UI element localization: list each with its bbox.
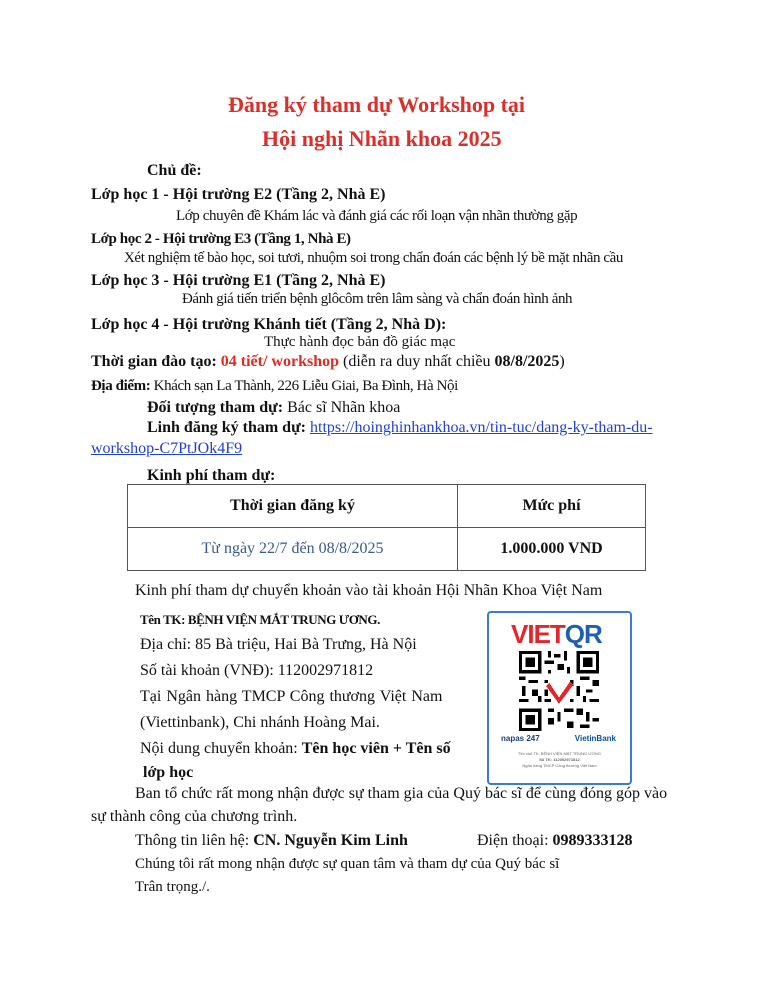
- class-1-heading: Lớp học 1 - Hội trường E2 (Tầng 2, Nhà E): [91, 186, 386, 203]
- contact: [135, 832, 408, 850]
- transfer-content-label: Nội dung chuyển khoản:: [140, 740, 302, 757]
- class-4-heading: Lớp học 4 - Hội trường Khánh tiết (Tầng 2, Nhà D):: [91, 316, 447, 333]
- class-2-heading: Lớp học 2 - Hội trường E3 (Tầng 1, Nhà E): [91, 231, 351, 247]
- closing-line-2: sự thành công của chương trình.: [91, 808, 298, 825]
- closing-line-1: Ban tổ chức rất mong nhận được sự tham gia của Quý bác sĩ để cùng đóng góp vào: [135, 785, 668, 802]
- vietqr-logo: VIETQR: [511, 619, 602, 649]
- fee-header-amount: Mức phí: [458, 485, 646, 528]
- transfer-content-value-cont: lớp học: [143, 764, 194, 781]
- class-1-desc: Lớp chuyên đề Khám lác và đánh giá các rối loạn vận nhãn thường gặp: [176, 208, 578, 224]
- vietinbank-logo: VietinBank: [574, 734, 616, 743]
- fee-label: Kinh phí tham dự:: [147, 467, 276, 484]
- training-note-post: ): [559, 353, 565, 370]
- thanks-text: Chúng tôi rất mong nhận được sự quan tâm và tham dự của Quý bác sĩ: [135, 856, 560, 872]
- location-label: Địa điểm:: [91, 378, 151, 394]
- training-time: [91, 353, 565, 371]
- qr-caption-3: Ngân hàng TMCP Công thương Việt Nam: [522, 763, 597, 768]
- transfer-content: [140, 740, 451, 758]
- bank-line-1: Tại Ngân hàng TMCP Công thương Việt Nam: [140, 688, 443, 705]
- regards-text: Trân trọng./.: [135, 879, 210, 895]
- account-address: Địa chỉ: 85 Bà triệu, Hai Bà Trưng, Hà Nội: [140, 636, 417, 653]
- vietqr-card: [487, 611, 632, 785]
- training-label: Thời gian đào tạo:: [91, 353, 221, 370]
- fee-header-period: Thời gian đăng ký: [128, 485, 458, 528]
- contact-label: Thông tin liên hệ:: [135, 832, 254, 849]
- location: [91, 378, 458, 395]
- class-2-desc: Xét nghiệm tế bào học, soi tươi, nhuộm soi trong chẩn đoán các bệnh lý bề mặt nhãn cầu: [124, 250, 624, 266]
- contact-name: CN. Nguyễn Kim Linh: [253, 832, 408, 849]
- registration-link-cont[interactable]: workshop-C7PtJOk4F9: [91, 440, 243, 457]
- training-note-pre: (diễn ra duy nhất chiều: [339, 353, 495, 370]
- qr-code-icon: [519, 651, 599, 731]
- audience-value: Bác sĩ Nhãn khoa: [283, 399, 401, 416]
- topic-label: Chủ đề:: [147, 162, 202, 179]
- title-line-1: Đăng ký tham dự Workshop tại: [228, 92, 526, 117]
- qr-caption-2: Số TK: 112002971812: [539, 757, 580, 762]
- account-number: Số tài khoản (VNĐ): 112002971812: [140, 662, 374, 679]
- bank-line-2: (Viettinbank), Chi nhánh Hoàng Mai.: [140, 714, 380, 731]
- transfer-content-value: Tên học viên + Tên số: [301, 740, 451, 757]
- account-name: Tên TK: BỆNH VIỆN MẮT TRUNG ƯƠNG.: [140, 612, 380, 627]
- qr-footer: [497, 734, 622, 748]
- napas-logo: napas 247: [501, 734, 540, 743]
- class-3-desc: Đánh giá tiến triển bệnh glôcôm trên lâm sàng và chẩn đoán hình ảnh: [182, 291, 573, 307]
- qr-caption-1: Tên chủ TK: BỆNH VIỆN MẮT TRUNG ƯƠNG: [517, 751, 602, 756]
- class-4-desc: Thực hành đọc bản đồ giác mạc: [264, 334, 456, 350]
- title-line-2: Hội nghị Nhãn khoa 2025: [262, 126, 502, 151]
- fee-table-header: [128, 485, 646, 528]
- location-value: Khách sạn La Thành, 226 Liễu Giai, Ba Đình, Hà Nội: [150, 378, 458, 394]
- registration: [147, 419, 653, 437]
- phone-label: Điện thoại:: [477, 832, 553, 849]
- training-date: 08/8/2025: [494, 353, 560, 370]
- fee-period: Từ ngày 22/7 đến 08/8/2025: [128, 528, 458, 571]
- audience: [147, 399, 400, 417]
- table-row: [128, 528, 646, 571]
- phone-number: 0989333128: [552, 832, 633, 849]
- contact-phone: [477, 832, 633, 850]
- audience-label: Đối tượng tham dự:: [147, 399, 284, 416]
- fee-amount: 1.000.000 VND: [458, 528, 646, 571]
- registration-label: Linh đăng ký tham dự:: [147, 419, 310, 436]
- class-3-heading: Lớp học 3 - Hội trường E1 (Tầng 2, Nhà E): [91, 272, 386, 289]
- registration-link[interactable]: https://hoinghinhankhoa.vn/tin-tuc/dang-ky-tham-du-: [310, 419, 653, 436]
- fee-table: [127, 484, 646, 571]
- training-value: 04 tiết/ workshop: [220, 353, 340, 370]
- transfer-intro: Kinh phí tham dự chuyển khoản vào tài khoản Hội Nhãn Khoa Việt Nam: [135, 582, 603, 599]
